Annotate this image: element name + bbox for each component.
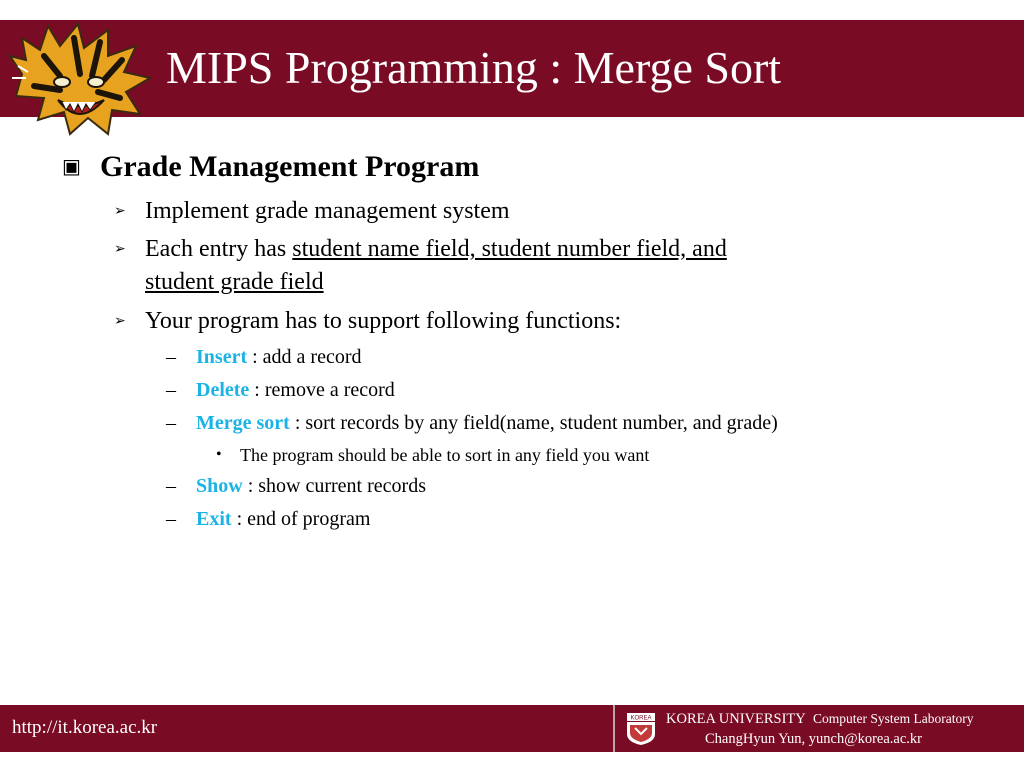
function-keyword: Insert (196, 346, 248, 368)
function-desc: : show current records (242, 475, 426, 497)
footer-organization (666, 710, 974, 728)
function-delete (166, 376, 395, 404)
dash-bullet: – (166, 475, 176, 497)
function-merge-sort (166, 409, 778, 437)
dot-bullet: • (216, 446, 222, 463)
point-functions (114, 305, 622, 337)
arrow-bullet-icon: ➢ (114, 314, 126, 329)
fields-underlined: student name field, student number field, and (292, 236, 727, 262)
footer-contact: ChangHyun Yun, yunch@korea.ac.kr (705, 731, 922, 747)
point-text: Your program has to support following functions: (145, 308, 622, 334)
fields-underlined: student grade field (145, 269, 324, 295)
section-heading (62, 150, 479, 184)
point-implement (114, 195, 510, 227)
square-bullet-icon: ▣ (62, 156, 81, 178)
point-text: Implement grade management system (145, 198, 510, 224)
arrow-bullet-icon: ➢ (114, 204, 126, 219)
point-text: Each entry has (145, 236, 293, 262)
dash-bullet: – (166, 508, 176, 530)
function-show (166, 472, 426, 500)
arrow-bullet-icon: ➢ (114, 242, 126, 257)
university-emblem-icon (626, 712, 656, 746)
function-exit (166, 505, 371, 533)
function-desc: : sort records by any field(name, student number, and grade) (289, 412, 778, 434)
dash-bullet: – (166, 379, 176, 401)
slide-title: MIPS Programming : Merge Sort (166, 42, 782, 93)
function-keyword: Delete (196, 379, 250, 401)
dash-bullet: – (166, 346, 176, 368)
function-keyword: Merge sort (196, 412, 290, 434)
function-keyword: Show (196, 475, 243, 497)
footer-divider (613, 705, 615, 752)
merge-sort-note (216, 442, 650, 468)
function-keyword: Exit (196, 508, 232, 530)
function-desc: : end of program (231, 508, 371, 530)
function-desc: : remove a record (249, 379, 395, 401)
function-desc: : add a record (247, 346, 362, 368)
heading-text: Grade Management Program (100, 150, 480, 183)
point-entry-continued (145, 266, 324, 298)
footer-bar (0, 705, 1024, 752)
lab-name: Computer System Laboratory (813, 711, 974, 726)
point-entry (114, 233, 727, 265)
emblem-text: KOREA (630, 715, 652, 722)
function-insert (166, 343, 362, 371)
dash-bullet: – (166, 412, 176, 434)
footer-url[interactable]: http://it.korea.ac.kr (12, 717, 158, 738)
note-text: The program should be able to sort in any field you want (240, 445, 650, 465)
university-name: KOREA UNIVERSITY (666, 711, 806, 727)
